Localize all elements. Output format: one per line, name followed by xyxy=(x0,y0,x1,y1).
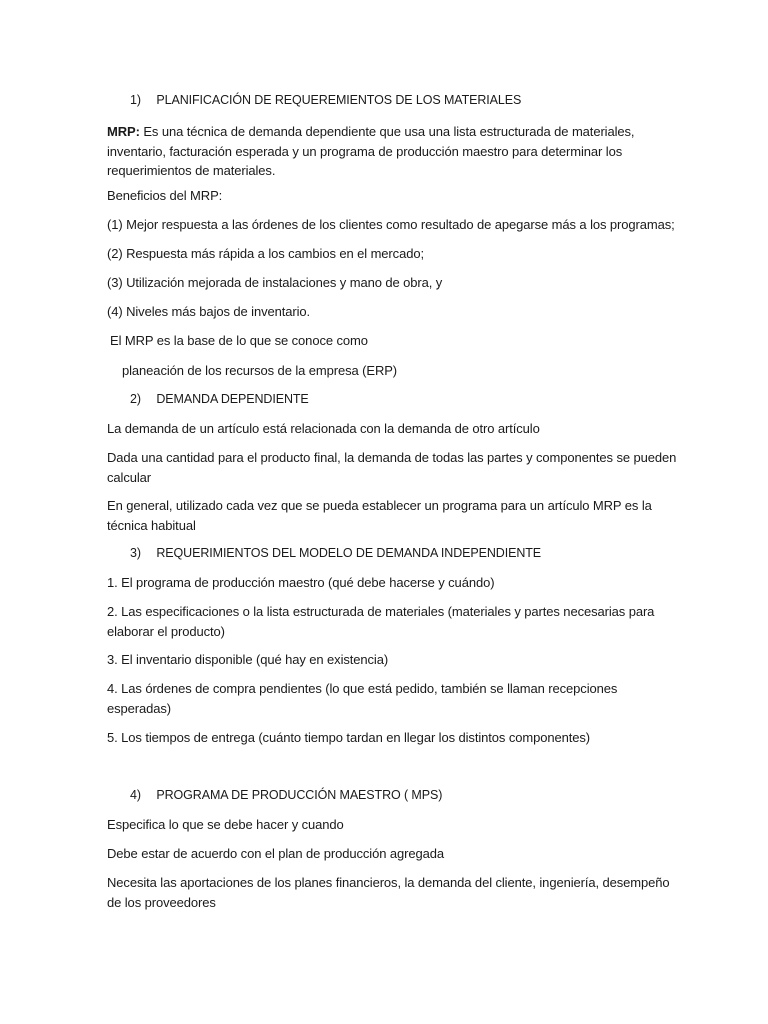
dependent-demand-paragraph: La demanda de un artículo está relacionada con la demanda de otro artículo xyxy=(107,421,540,436)
section-2-number: 2) xyxy=(130,392,141,406)
mps-paragraph: Necesita las aportaciones de los planes financieros, la demanda del cliente, ingeniería, desempeño de los proveedores xyxy=(107,875,670,910)
requirement-item: 2. Las especificaciones o la lista estructurada de materiales (materiales y partes necesarias para elaborar el producto) xyxy=(107,604,655,639)
benefit-item: (2) Respuesta más rápida a los cambios en el mercado; xyxy=(107,246,424,261)
section-1-title: PLANIFICACIÓN DE REQUEREMIENTOS DE LOS MATERIALES xyxy=(156,93,522,107)
section-4-number: 4) xyxy=(130,788,141,802)
section-4-title: PROGRAMA DE PRODUCCIÓN MAESTRO ( MPS) xyxy=(156,788,443,802)
mrp-definition-paragraph xyxy=(107,122,677,181)
benefit-item: (4) Niveles más bajos de inventario. xyxy=(107,304,311,319)
mrp-label: MRP: xyxy=(107,124,140,139)
dependent-demand-paragraph: Dada una cantidad para el producto final, la demanda de todas las partes y componentes se pueden calcular xyxy=(107,450,677,485)
requirement-item: 4. Las órdenes de compra pendientes (lo que está pedido, también se llaman recepciones esperadas) xyxy=(107,681,618,716)
erp-line: planeación de los recursos de la empresa (ERP) xyxy=(122,363,398,378)
section-1-number: 1) xyxy=(130,93,141,107)
mps-paragraph: Especifica lo que se debe hacer y cuando xyxy=(107,817,344,832)
requirement-item: 1. El programa de producción maestro (qué debe hacerse y cuándo) xyxy=(107,575,495,590)
erp-line: El MRP es la base de lo que se conoce como xyxy=(110,333,368,348)
mps-paragraph: Debe estar de acuerdo con el plan de producción agregada xyxy=(107,846,444,861)
section-2-heading xyxy=(130,390,700,410)
section-3-title: REQUERIMIENTOS DEL MODELO DE DEMANDA INDEPENDIENTE xyxy=(156,546,542,560)
section-2-title: DEMANDA DEPENDIENTE xyxy=(156,392,309,406)
benefits-title: Beneficios del MRP: xyxy=(107,188,223,203)
section-1-heading xyxy=(130,91,700,111)
section-3-heading xyxy=(130,544,700,564)
section-3-number: 3) xyxy=(130,546,141,560)
benefit-item: (1) Mejor respuesta a las órdenes de los clientes como resultado de apegarse más a los programas; xyxy=(107,217,675,232)
benefit-item: (3) Utilización mejorada de instalaciones y mano de obra, y xyxy=(107,275,443,290)
requirement-item: 5. Los tiempos de entrega (cuánto tiempo tardan en llegar los distintos componentes) xyxy=(107,730,590,745)
mrp-definition: Es una técnica de demanda dependiente que usa una lista estructurada de materiales, inventario, facturación esperada y un programa de producción maestro para determinar los requerimientos de materiales. xyxy=(107,124,635,178)
dependent-demand-paragraph: En general, utilizado cada vez que se pueda establecer un programa para un artículo MRP es la técnica habitual xyxy=(107,498,652,533)
requirement-item: 3. El inventario disponible (qué hay en existencia) xyxy=(107,652,389,667)
section-4-heading xyxy=(130,786,700,806)
